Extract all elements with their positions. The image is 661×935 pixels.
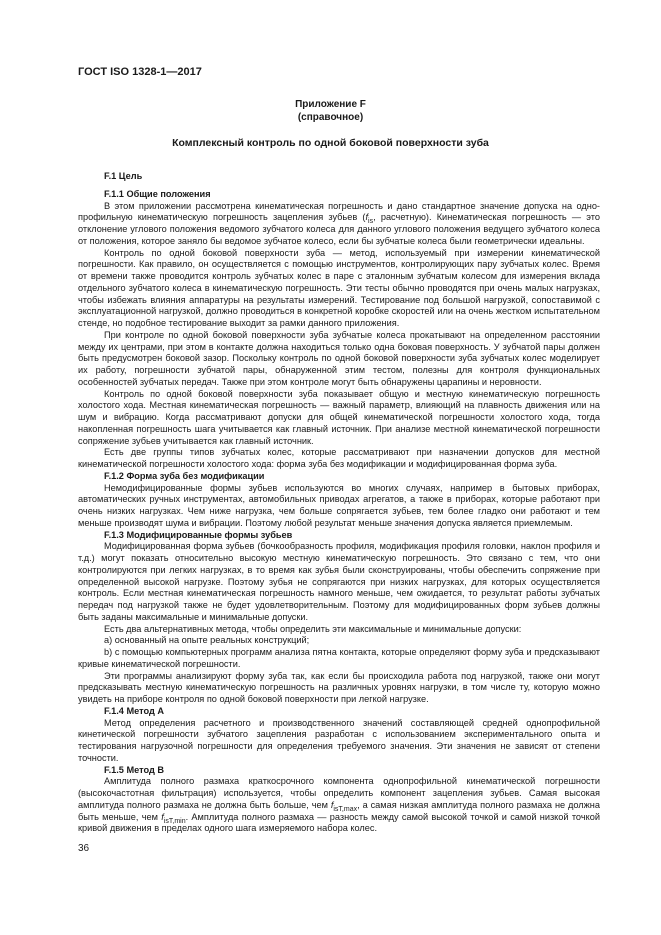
- paragraph: Контроль по одной боковой поверхности зуба — метод, используемый при измерении кинематической погрешности. Как правило, он осуществляется с помощью инструментов, контролирующих пару зубчатых колес. Время от времени также проводится контроль зубчатых колес в паре с эталонным зубчатым колесом для измерения вклада отдельного зубчатого колеса в кинематическую погрешность. Эти тесты обычно проводятся при очень малых нагрузках, чтобы избежать влияния аппаратуры на результаты измерений. Тестирование под большой нагрузкой, сопоставимой с эксплуатационной нагрузкой, должно проводиться в конкретной коробке скоростей или на очень жестком испытательном стенде, но подобное тестирование выходит за рамки данного приложения.: [78, 247, 600, 328]
- paragraph: Есть два альтернативных метода, чтобы определить эти максимальные и минимальные допуски:: [104, 623, 522, 634]
- annex-title: Комплексный контроль по одной боковой поверхности зуба: [172, 137, 489, 149]
- paragraph: Есть две группы типов зубчатых колес, которые рассматривают при назначении допусков для местной кинематической погрешности холостого хода: форма зуба без модификации и модифицированная форма зуба.: [78, 447, 600, 469]
- page-number: 36: [78, 843, 90, 854]
- section-heading-f11: F.1.1 Общие положения: [104, 188, 211, 199]
- list-item: b) с помощью компьютерных программ анализа пятна контакта, которые определяют форму зуба и предсказывают кривые кинематической погрешности.: [78, 647, 600, 669]
- paragraph: Амплитуда полного размаха краткосрочного компонента однопрофильной кинематической погрешности (высокочастотная фильтрация) используется, чтобы определить компонент зацепления зубьев. Самая высокая амплитуда полного размаха не должна быть больше, чем $f_{isT,max}$, а самая низкая амплитуда полного размаха не должна быть меньше, чем $f_{isT,min}$. Амплитуда полного размаха — разность между самой высокой точкой и самой низкой точкой кривой движения в пределах одного шага измеряемого набора колес.: [78, 776, 600, 834]
- annex-label: Приложение F: [295, 99, 366, 110]
- paragraph: Модифицированная форма зубьев (бочкообразность профиля, модификация профиля головки, наклон профиля и т.д.) могут показать относительно высокую местную кинематическую погрешность. Это связано с тем, что они контролируются при легких нагрузках, в то время как зубья были сконструированы, чтобы обеспечить сопряжение при определенной высокой нагрузке. Поэтому зубья не сопрягаются при низких нагрузках, для которых осуществляется контроль. Если местная кинематическая погрешность намного меньше, чем ожидается, то результат работы зубчатых передач под нагрузкой также не будет удовлетворительным. Поэтому для модифицированных форм зубьев должны быть заданы максимальные и минимальные допуски.: [78, 541, 600, 622]
- paragraph: Контроль по одной боковой поверхности зуба показывает общую и местную кинематическую погрешность холостого хода. Местная кинематическая погрешность — важный параметр, влияющий на плавность движения или на шум и вибрацию. Когда рассматривают допуски для общей кинематической погрешности холостого хода, тогда накопленная погрешность шага учитывается как главный источник. При анализе местной кинематической погрешности сопряжение зубьев учитывается как главный источник.: [78, 388, 600, 446]
- paragraph: Метод определения расчетного и производственного значений составляющей средней однопрофильной кинетической погрешности зубчатого зацепления разработан с использованием экспериментального опыта и тестирования нагрузочной погрешности для определения требуемого значения. Эти значения не зависят от степени точности.: [78, 717, 600, 763]
- section-heading-f13: F.1.3 Модифицированные формы зубьев: [104, 529, 293, 540]
- paragraph: В этом приложении рассмотрена кинематическая погрешность и дано стандартное значение допуска на одно-профильную кинематическую погрешность зацепления зубьев ($f_{is}$, расчетную). Кинематическая погрешность — это отклонение углового положения ведомого зубчатого колеса для данного углового положения ведущего зубчатого колеса от положения, которое заняло бы ведомое зубчатое колесо, если бы зубчатые колеса были геометрически идеальны.: [78, 200, 600, 246]
- section-heading-f14: F.1.4 Метод А: [104, 705, 164, 716]
- paragraph: Эти программы анализируют форму зуба так, как если бы происходила работа под нагрузкой, также они могут предсказывать местную кинематическую погрешность на различных уровнях нагрузки, в том числе ту, которую можно увидеть на приборе контроля по одной боковой поверхности при легкой нагрузке.: [78, 670, 600, 704]
- document-header: ГОСТ ISO 1328-1—2017: [78, 66, 202, 78]
- paragraph: Немодифицированные формы зубьев используются во многих случаях, например в бытовых приборах, автоматических ручных инструментах, автомобильных приводах агрегатов, а также в приборах, которые работают при очень низких нагрузках. Чем ниже нагрузка, чем больше сопрягается зубьев, тем более гладко они работают и тем меньше производят шума и вибрации. Поэтому любой результат меньше значения допуска является приемлемым.: [78, 482, 600, 528]
- section-heading-f12: F.1.2 Форма зуба без модификации: [104, 470, 265, 481]
- section-heading-f15: F.1.5 Метод В: [104, 764, 164, 775]
- paragraph: При контроле по одной боковой поверхности зуба зубчатые колеса прокатывают на определенном расстоянии между их центрами, при этом в контакте должна находиться только одна боковая поверхность. У зубчатой пары должен быть предусмотрен боковой зазор. Поскольку контроль по одной боковой поверхности зуба зубчатых колес моделирует их работу, погрешности зубчатой пары, обнаруженной этим тестом, полезны для контроля функциональных особенностей зубчатых передач. Также при этом контроле могут быть обнаружены царапины и неровности.: [78, 329, 600, 387]
- list-item: а) основанный на опыте реальных конструкций;: [104, 635, 310, 646]
- annex-type: (справочное): [297, 112, 364, 123]
- document-body: [78, 171, 600, 835]
- section-heading-f1: F.1 Цель: [104, 171, 143, 181]
